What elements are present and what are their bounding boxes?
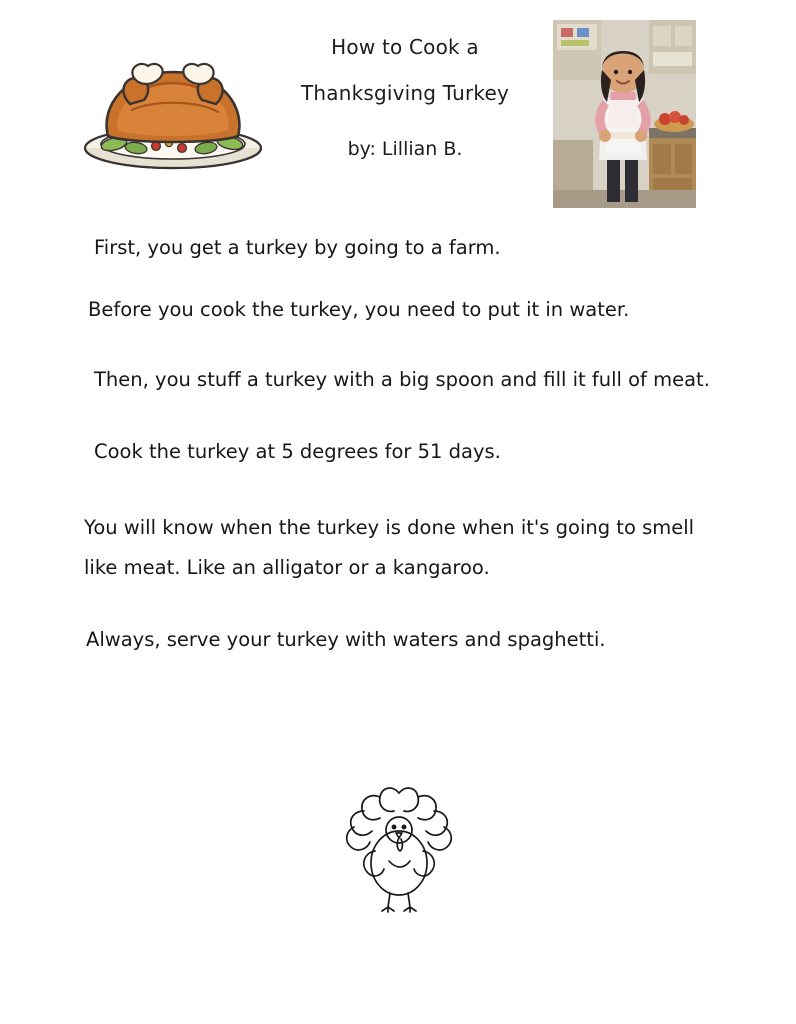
paragraph-3: Then, you stuff a turkey with a big spoon and fill it full of meat. [94, 368, 710, 391]
paragraph-1: First, you get a turkey by going to a farm. [94, 236, 501, 259]
roast-turkey-icon [78, 44, 268, 174]
paragraph-5: You will know when the turkey is done when it's going to smell like meat. Like an alligator or a kangaroo. [84, 516, 695, 579]
page-title-line-1: How to Cook a [331, 35, 479, 59]
line-turkey-icon [334, 775, 464, 920]
page-title-line-2: Thanksgiving Turkey [300, 81, 510, 105]
paragraph-2: Before you cook the turkey, you need to put it in water. [88, 298, 630, 321]
title-block [280, 24, 530, 160]
document-header [0, 0, 796, 215]
student-photo [553, 20, 696, 208]
byline: by: Lillian B. [347, 138, 463, 160]
document-body [0, 228, 796, 680]
paragraph-6: Always, serve your turkey with waters and spaghetti. [86, 628, 606, 651]
paragraph-4: Cook the turkey at 5 degrees for 51 days. [94, 440, 501, 463]
